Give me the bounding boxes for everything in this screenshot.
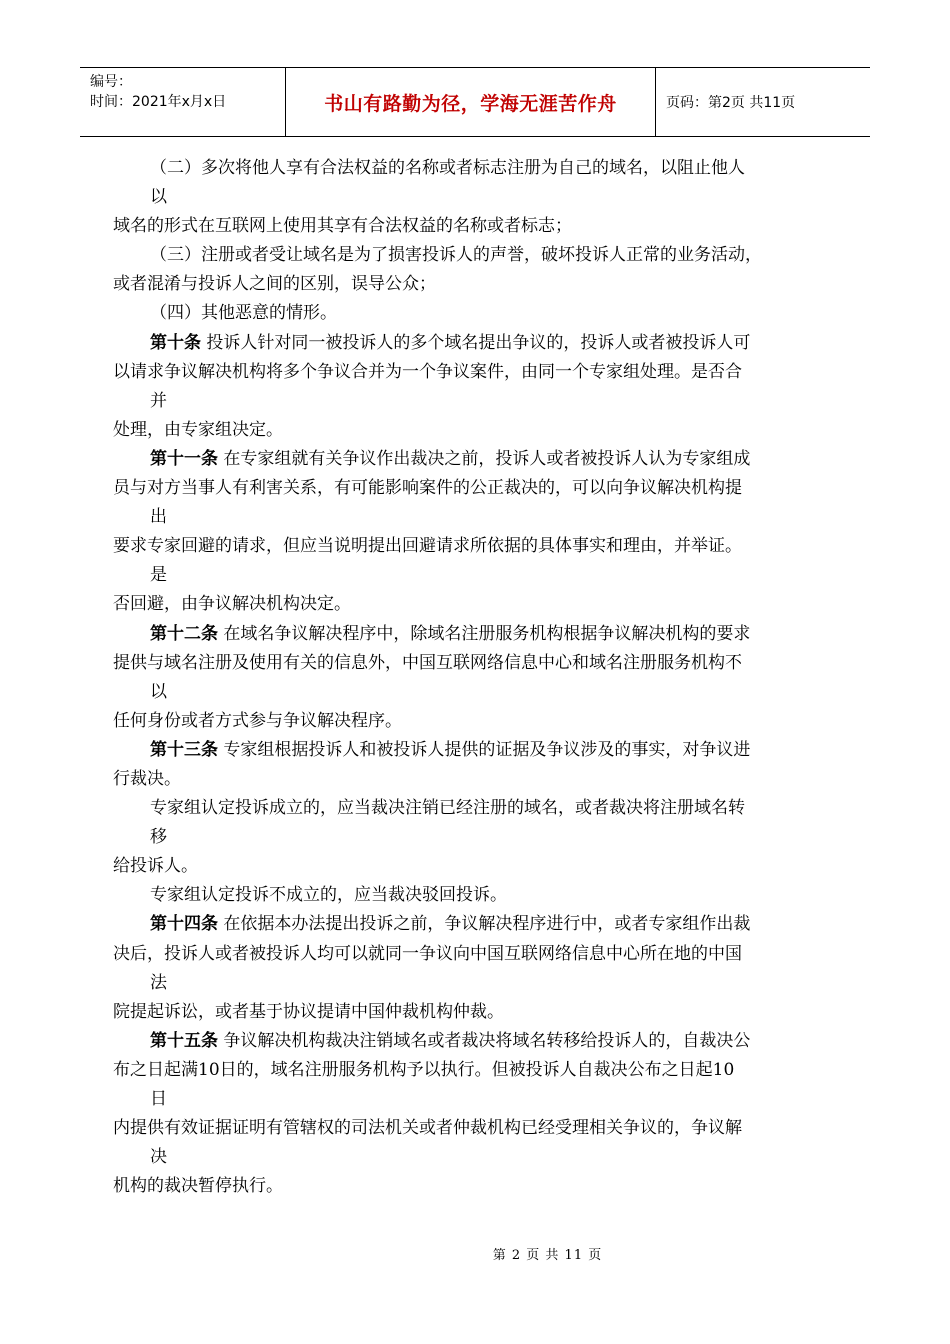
text-line	[113, 445, 843, 474]
page-footer: 第 2 页 共 11 页	[492, 1248, 603, 1263]
line-text: 院提起诉讼，或者基于协议提请中国仲裁机构仲裁。	[113, 1001, 504, 1022]
line-text: 并	[150, 390, 167, 411]
text-line	[113, 707, 843, 736]
line-text: 决	[150, 1147, 167, 1168]
text-line	[113, 1114, 843, 1143]
text-line	[113, 852, 843, 881]
article-number: 第十一条	[150, 448, 218, 469]
text-line	[113, 969, 843, 998]
line-text: 机构的裁决暂停执行。	[113, 1176, 283, 1197]
line-text: 以	[150, 681, 167, 702]
line-text: （四）其他恶意的情形。	[150, 303, 337, 324]
text-line	[113, 1027, 843, 1056]
text-line	[113, 358, 843, 387]
text-line	[113, 649, 843, 678]
text-line	[113, 503, 843, 532]
line-text: 争议解决机构裁决注销域名或者裁决将域名转移给投诉人的，自裁决公	[218, 1030, 751, 1051]
article-number: 第十条	[150, 332, 201, 353]
text-line	[113, 474, 843, 503]
text-line	[113, 678, 843, 707]
page-header	[80, 67, 870, 137]
header-page-label: 页码：第2页 共11页	[666, 95, 796, 111]
line-text: 以	[150, 187, 167, 208]
line-text: 否回避，由争议解决机构决定。	[113, 594, 351, 615]
text-line	[113, 270, 843, 299]
line-text: 专家组认定投诉成立的，应当裁决注销已经注册的域名，或者裁决将注册域名转	[150, 798, 745, 819]
line-text: 在专家组就有关争议作出裁决之前，投诉人或者被投诉人认为专家组成	[218, 448, 751, 469]
header-meta	[80, 68, 285, 136]
text-line	[113, 387, 843, 416]
text-line	[113, 561, 843, 590]
line-text: 内提供有效证据证明有管辖权的司法机关或者仲裁机构已经受理相关争议的，争议解	[113, 1118, 742, 1139]
article-number: 第十五条	[150, 1030, 218, 1051]
line-text: 员与对方当事人有利害关系，有可能影响案件的公正裁决的，可以向争议解决机构提	[113, 478, 742, 499]
line-text: 提供与域名注册及使用有关的信息外，中国互联网络信息中心和域名注册服务机构不	[113, 652, 742, 673]
line-text: 是	[150, 565, 167, 586]
line-text: 或者混淆与投诉人之间的区别，误导公众；	[113, 274, 436, 295]
line-text: 以请求争议解决机构将多个争议合并为一个争议案件，由同一个专家组处理。是否合	[113, 361, 742, 382]
article-number: 第十二条	[150, 623, 218, 644]
text-line	[113, 532, 843, 561]
line-text: 域名的形式在互联网上使用其享有合法权益的名称或者标志；	[113, 216, 572, 237]
line-text: 布之日起满10日的，域名注册服务机构予以执行。但被投诉人自裁决公布之日起10	[113, 1059, 735, 1080]
text-line	[113, 416, 843, 445]
text-line	[113, 329, 843, 358]
line-text: 投诉人针对同一被投诉人的多个域名提出争议的，投诉人或者被投诉人可	[201, 332, 751, 353]
text-line	[113, 1056, 843, 1085]
text-line	[113, 241, 843, 270]
line-text: 决后，投诉人或者被投诉人均可以就同一争议向中国互联网络信息中心所在地的中国	[113, 943, 742, 964]
document-number-label: 编号：	[90, 74, 132, 90]
line-text: 出	[150, 507, 167, 528]
text-line	[113, 183, 843, 212]
text-line	[113, 590, 843, 619]
text-line	[113, 765, 843, 794]
line-text: 法	[150, 972, 167, 993]
text-line	[113, 1172, 843, 1201]
line-text: 专家组认定投诉不成立的，应当裁决驳回投诉。	[150, 885, 507, 906]
header-motto: 书山有路勤为径，学海无涯苦作舟	[285, 68, 656, 136]
line-text: 给投诉人。	[113, 856, 198, 877]
line-text: （三）注册或者受让域名是为了损害投诉人的声誉，破坏投诉人正常的业务活动，	[150, 245, 762, 266]
line-text: 行裁决。	[113, 768, 181, 789]
text-line	[113, 823, 843, 852]
text-line	[113, 794, 843, 823]
article-number: 第十四条	[150, 914, 218, 935]
text-line	[113, 736, 843, 765]
text-line	[113, 154, 843, 183]
text-line	[113, 1143, 843, 1172]
text-line	[113, 998, 843, 1027]
line-text: 在域名争议解决程序中，除域名注册服务机构根据争议解决机构的要求	[218, 623, 751, 644]
line-text: 要求专家回避的请求，但应当说明提出回避请求所依据的具体事实和理由，并举证。	[113, 536, 742, 557]
text-line	[113, 881, 843, 910]
line-text: 处理，由专家组决定。	[113, 419, 283, 440]
line-text: （二）多次将他人享有合法权益的名称或者标志注册为自己的域名，以阻止他人	[150, 158, 745, 178]
text-line	[113, 910, 843, 939]
text-line	[113, 1085, 843, 1114]
article-number: 第十三条	[150, 739, 218, 760]
line-text: 日	[150, 1089, 167, 1109]
document-time-label: 时间：2021年x月x日	[90, 94, 227, 110]
line-text: 移	[150, 827, 167, 848]
text-line	[113, 940, 843, 969]
document-body	[113, 154, 843, 1201]
line-text: 任何身份或者方式参与争议解决程序。	[113, 710, 402, 731]
text-line	[113, 299, 843, 328]
text-line	[113, 212, 843, 241]
line-text: 专家组根据投诉人和被投诉人提供的证据及争议涉及的事实，对争议进	[218, 739, 751, 760]
line-text: 在依据本办法提出投诉之前，争议解决程序进行中，或者专家组作出裁	[218, 914, 751, 935]
text-line	[113, 620, 843, 649]
